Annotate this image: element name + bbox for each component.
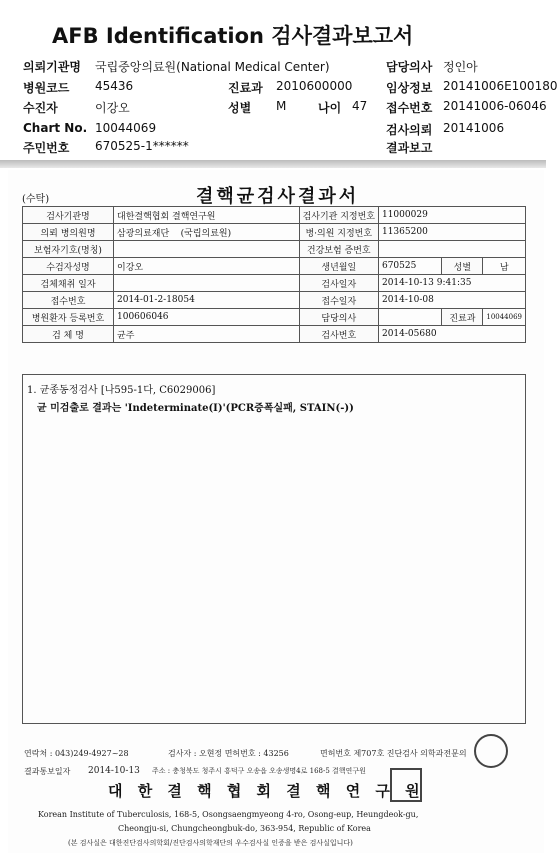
cell-value — [114, 224, 300, 241]
address: 주소 : 충청북도 청주시 흥덕구 오송읍 오송생명4로 168-5 결핵연구원 — [152, 767, 366, 775]
clinical-label: 임상정보 — [386, 81, 433, 95]
cell-value: 100606046 — [114, 309, 300, 326]
receipt-value: 20141006-06046 — [443, 99, 547, 113]
cell-key: 검체채취 일자 — [23, 275, 114, 292]
cell-value: 이강오 — [114, 258, 300, 275]
request-label: 검사의뢰 — [386, 123, 433, 137]
result-line-2: 균 미검출로 결과는 'Indeterminate(I)'(PCR증폭실패, STAIN(-)) — [37, 403, 354, 414]
cell-key: 검사일자 — [299, 275, 378, 292]
cell-value: 2014-10-13 9:41:35 — [378, 275, 525, 292]
cell-value — [114, 241, 300, 258]
org-address-en-1: Korean Institute of Tuberculosis, 168-5, Osongsaengmyeong 4-ro, Osong-eup, Heungdeok-gu, — [38, 810, 419, 819]
report-date: 2014-10-13 — [88, 766, 140, 776]
consignment-mark: (수탁) — [22, 194, 50, 205]
chart-label: Chart No. — [23, 121, 88, 135]
patient-label: 수진자 — [23, 101, 58, 115]
cell-value: 670525 — [378, 258, 441, 275]
cell-value: 11000029 — [378, 207, 525, 224]
receipt-label: 접수번호 — [386, 101, 433, 115]
chart-value: 10044069 — [95, 121, 157, 135]
cell-value — [378, 241, 525, 258]
examiner: 검사자 : 오현정 면허번호 : 43256 — [168, 749, 289, 758]
dept-label: 진료과 — [228, 81, 263, 95]
contact-tel: 연락처 : 043)249-4927~28 — [24, 749, 129, 758]
cell-key: 병·의원 지정번호 — [299, 224, 378, 241]
doctor-value: 정인아 — [443, 60, 478, 74]
sex-label: 성별 — [228, 101, 252, 115]
clinical-value: 20141006E100180 — [443, 79, 557, 93]
cell-key: 건강보험 증번호 — [299, 241, 378, 258]
cell-key: 의뢰 병의원명 — [23, 224, 114, 241]
dept-value: 2010600000 — [276, 79, 353, 93]
org-address-en-2: Cheongju-si, Chungcheongbuk-do, 363-954, Republic of Korea — [118, 824, 371, 833]
request-value: 20141006 — [443, 121, 505, 135]
institution-value: 국립중앙의료원(National Medical Center) — [95, 60, 330, 74]
ssn-label: 주민번호 — [23, 141, 70, 155]
ssn-value: 670525-1****** — [95, 139, 189, 153]
cell-key: 접수일자 — [299, 292, 378, 309]
result-report-label: 결과보고 — [386, 141, 433, 155]
cell-value: 10044069 — [483, 309, 526, 326]
cell-key: 검 체 명 — [23, 326, 114, 343]
hospital-code-value: 45436 — [95, 79, 134, 93]
age-label: 나이 — [318, 101, 342, 115]
institute-stamp-icon — [390, 768, 422, 802]
cell-value: 균주 — [114, 326, 300, 343]
req-hospital-alt: (국립의료원) — [180, 228, 232, 239]
report-title: 결핵균검사결과서 — [196, 186, 360, 207]
cell-key: 진료과 — [442, 309, 483, 326]
cell-key: 병원환자 등록번호 — [23, 309, 114, 326]
accreditation-note: (본 검사실은 대한진단검사의학회/진단검사의학재단의 우수검사실 인증을 받은 검사실입니다) — [68, 839, 353, 847]
result-line-1: 1. 균종동정검사 [나595-1다, C6029006] — [27, 385, 216, 396]
scanned-report — [8, 170, 544, 853]
cell-value: 2014-05680 — [378, 326, 525, 343]
header-divider — [0, 160, 546, 168]
cell-value: 11365200 — [378, 224, 525, 241]
cell-key: 접수번호 — [23, 292, 114, 309]
approver: 면허번호 제707호 진단검사 의학과전문의 — [320, 749, 467, 758]
cell-value — [114, 275, 300, 292]
doctor-seal-icon — [474, 734, 508, 768]
report-date-label: 결과통보일자 — [24, 767, 71, 776]
cell-value — [378, 309, 441, 326]
cell-value: 2014-01-2-18054 — [114, 292, 300, 309]
patient-value: 이강오 — [95, 101, 130, 115]
hospital-code-label: 병원코드 — [23, 81, 70, 95]
cell-key: 수검자성명 — [23, 258, 114, 275]
result-box — [22, 374, 526, 724]
doctor-label: 담당의사 — [386, 60, 433, 74]
cell-key: 검사기관 지정번호 — [299, 207, 378, 224]
age-value: 47 — [352, 99, 368, 113]
cell-key: 생년월일 — [299, 258, 378, 275]
cell-value: 대한결핵협회 결핵연구원 — [114, 207, 300, 224]
cell-key: 검사기관명 — [23, 207, 114, 224]
cell-value: 남 — [483, 258, 526, 275]
cell-value: 2014-10-08 — [378, 292, 525, 309]
report-header — [0, 0, 557, 160]
sex-value: M — [276, 99, 287, 113]
institution-label: 의뢰기관명 — [23, 60, 81, 74]
organization-name: 대 한 결 핵 협 회 결 핵 연 구 원 — [108, 782, 425, 800]
cell-key: 검사번호 — [299, 326, 378, 343]
page-title: AFB Identification 검사결과보고서 — [52, 24, 414, 48]
cell-key: 성별 — [442, 258, 483, 275]
cell-key: 보험자기호(명칭) — [23, 241, 114, 258]
patient-info-table — [22, 206, 526, 343]
cell-key: 담당의사 — [299, 309, 378, 326]
req-hospital: 삼광의료재단 — [117, 228, 170, 239]
